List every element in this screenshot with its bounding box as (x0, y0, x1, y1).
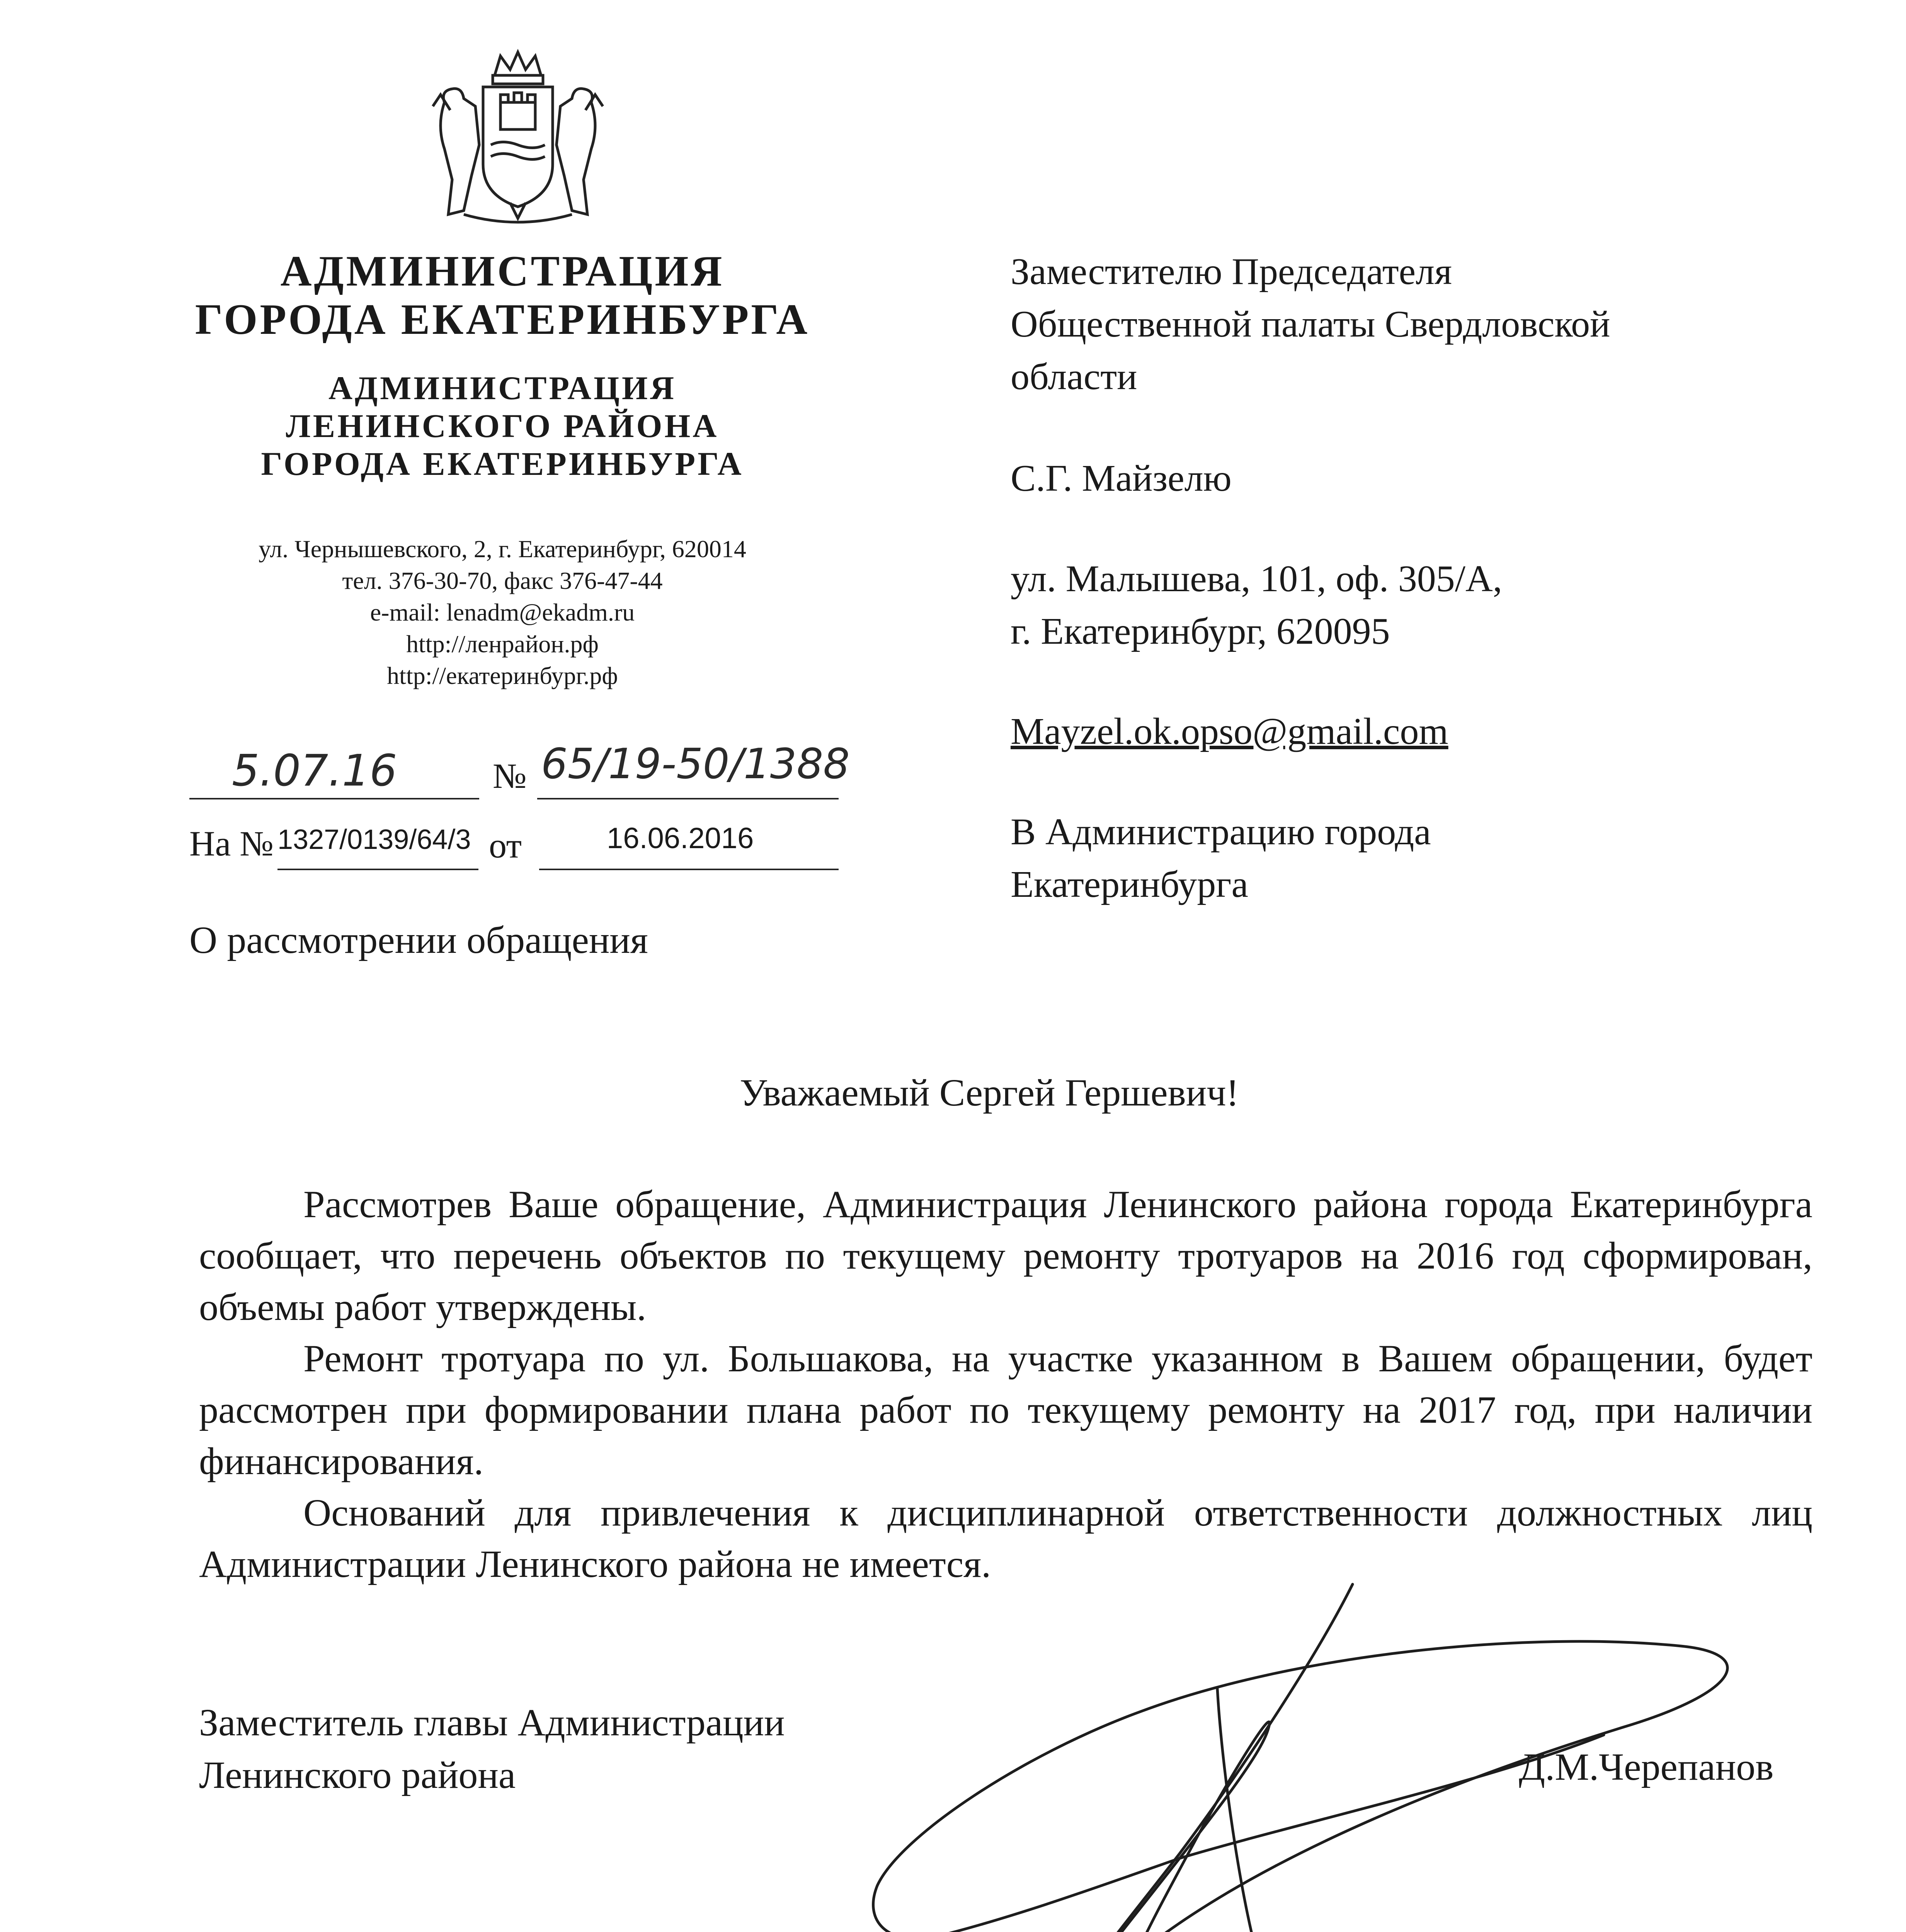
body-paragraph-1: Рассмотрев Ваше обращение, Администрация Ленинского района города Екатеринбурга сообщает, что перечень объектов по текущему ремонту тротуаров на 2016 год сформирован, объемы работ утверждены. (199, 1183, 1812, 1328)
reference-number: 1327/0139/64/3 (277, 824, 471, 855)
recipient-position-line-1: Заместителю Председателя (1011, 251, 1452, 293)
reference-number-field (277, 819, 478, 870)
org-title-line-1: АДМИНИСТРАЦИЯ (280, 247, 725, 295)
district-title-line-2: ЛЕНИНСКОГО РАЙОНА (286, 407, 719, 444)
emblem-icon (417, 48, 618, 226)
district-title-line-1: АДМИНИСТРАЦИЯ (328, 369, 677, 406)
outgoing-date-field (189, 748, 479, 799)
salutation: Уважаемый Сергей Гершевич! (740, 1071, 1239, 1114)
copy-recipient-line-1: В Администрацию города (1011, 811, 1431, 853)
letterhead-site-2: http://екатеринбург.рф (387, 662, 618, 689)
signature-icon (831, 1565, 1797, 1932)
letterhead-email: e-mail: lenadm@ekadm.ru (370, 599, 635, 626)
recipient-name: С.Г. Майзелю (1011, 457, 1232, 499)
signatory-position-line-2: Ленинского района (199, 1753, 516, 1796)
handwritten-signature (831, 1565, 1797, 1932)
outgoing-number-label: № (493, 756, 527, 796)
reference-number-label: На № (189, 824, 274, 863)
district-title-line-3: ГОРОДА ЕКАТЕРИНБУРГА (261, 445, 744, 482)
reference-date: 16.06.2016 (607, 822, 754, 855)
recipient-position-line-2: Общественной палаты Свердловской (1011, 303, 1610, 345)
org-title-line-2: ГОРОДА ЕКАТЕРИНБУРГА (195, 296, 810, 344)
letterhead-phone: тел. 376-30-70, факс 376-47-44 (342, 567, 663, 594)
copy-recipient-line-2: Екатеринбурга (1011, 864, 1248, 905)
body-paragraph-2: Ремонт тротуара по ул. Большакова, на участке указанном в Вашем обращении, будет рассмотрен при формировании плана работ по текущему ремонту на 2017 год, при наличии финансирования. (199, 1337, 1812, 1483)
body-paragraph-3: Оснований для привлечения к дисциплинарной ответственности должностных лиц Администрации Ленинского района не имеется. (199, 1491, 1812, 1585)
recipient-address-line-1: ул. Малышева, 101, оф. 305/А, (1011, 558, 1503, 600)
recipient-email: Mayzel.ok.opso@gmail.com (1011, 711, 1448, 752)
recipient-address-line-2: г. Екатеринбург, 620095 (1011, 611, 1390, 652)
recipient-position-line-3: области (1011, 356, 1137, 398)
reference-date-field (539, 819, 839, 870)
signatory-name: Д.М.Черепанов (1519, 1745, 1774, 1788)
outgoing-date: 5.07.16 (232, 746, 397, 796)
outgoing-number-field (537, 740, 850, 799)
letterhead-site-1: http://ленрайон.рф (406, 630, 599, 658)
outgoing-number: 65/19-50/1388 (541, 740, 850, 788)
letter-subject: О рассмотрении обращения (189, 918, 648, 961)
reference-from-label: от (489, 826, 522, 865)
letterhead-address: ул. Чернышевского, 2, г. Екатеринбург, 620014 (259, 535, 746, 563)
coat-of-arms-emblem (417, 48, 618, 226)
signatory-position-line-1: Заместитель главы Администрации (199, 1701, 785, 1744)
